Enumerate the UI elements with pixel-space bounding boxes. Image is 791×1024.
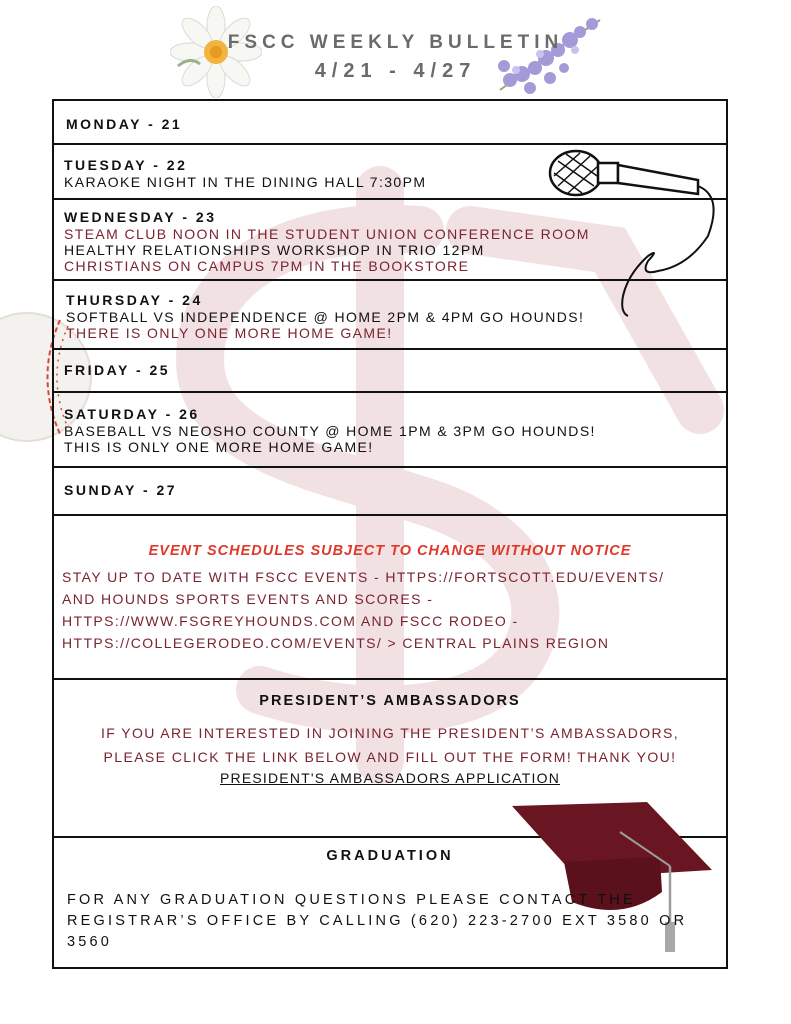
notice-line: HTTPS://COLLEGERODEO.COM/EVENTS/ > CENTRAL PLAINS REGION — [62, 635, 610, 651]
wednesday-event: STEAM CLUB NOON IN THE STUDENT UNION CONFERENCE ROOM — [64, 226, 590, 242]
ambassadors-line: IF YOU ARE INTERESTED IN JOINING THE PRESIDENT’S AMBASSADORS, — [100, 725, 680, 741]
notice-line: STAY UP TO DATE WITH FSCC EVENTS - HTTPS://FORTSCOTT.EDU/EVENTS/ — [62, 569, 665, 585]
graduation-heading: GRADUATION — [326, 848, 454, 864]
graduation-cap-icon — [512, 802, 717, 958]
thursday-event: SOFTBALL VS INDEPENDENCE @ HOME 2PM & 4PM GO HOUNDS! — [66, 309, 585, 325]
wednesday-event: CHRISTIANS ON CAMPUS 7PM IN THE BOOKSTORE — [64, 258, 470, 274]
ambassadors-heading: PRESIDENT’S AMBASSADORS — [259, 693, 521, 709]
bulletin-dates: 4/21 - 4/27 — [314, 60, 477, 82]
purple-flowers-icon — [480, 10, 620, 105]
notice-line: HTTPS://WWW.FSGREYHOUNDS.COM AND FSCC RODEO - — [62, 613, 519, 629]
thursday-label: THURSDAY - 24 — [66, 292, 203, 308]
divider — [52, 514, 728, 516]
divider — [52, 466, 728, 468]
ambassadors-application-link[interactable]: PRESIDENT'S AMBASSADORS APPLICATION — [219, 770, 561, 786]
tuesday-event: KARAOKE NIGHT IN THE DINING HALL 7:30PM — [64, 174, 427, 190]
ambassadors-line: PLEASE CLICK THE LINK BELOW AND FILL OUT THE FORM! THANK YOU! — [103, 749, 677, 765]
thursday-event: THERE IS ONLY ONE MORE HOME GAME! — [66, 325, 393, 341]
graduation-line: REGISTRAR’S OFFICE BY CALLING (620) 223-2700 EXT 3580 OR — [67, 913, 688, 929]
divider — [52, 678, 728, 680]
sunday-label: SUNDAY - 27 — [64, 482, 178, 498]
saturday-event: BASEBALL VS NEOSHO COUNTY @ HOME 1PM & 3PM GO HOUNDS! — [64, 423, 596, 439]
wednesday-label: WEDNESDAY - 23 — [64, 209, 217, 225]
monday-label: MONDAY - 21 — [66, 116, 183, 132]
friday-label: FRIDAY - 25 — [64, 362, 171, 378]
schedule-warning: EVENT SCHEDULES SUBJECT TO CHANGE WITHOUT NOTICE — [148, 543, 632, 559]
graduation-line: 3560 — [67, 934, 113, 950]
notice-line: AND HOUNDS SPORTS EVENTS AND SCORES - — [62, 591, 434, 607]
wednesday-event: HEALTHY RELATIONSHIPS WORKSHOP IN TRIO 12PM — [64, 242, 485, 258]
divider — [52, 391, 728, 393]
divider — [52, 143, 728, 145]
bulletin-title: FSCC WEEKLY BULLETIN — [227, 32, 564, 53]
tuesday-label: TUESDAY - 22 — [64, 157, 188, 173]
graduation-line: FOR ANY GRADUATION QUESTIONS PLEASE CONTACT THE — [67, 892, 636, 908]
saturday-event: THIS IS ONLY ONE MORE HOME GAME! — [64, 439, 374, 455]
divider — [52, 348, 728, 350]
saturday-label: SATURDAY - 26 — [64, 406, 200, 422]
